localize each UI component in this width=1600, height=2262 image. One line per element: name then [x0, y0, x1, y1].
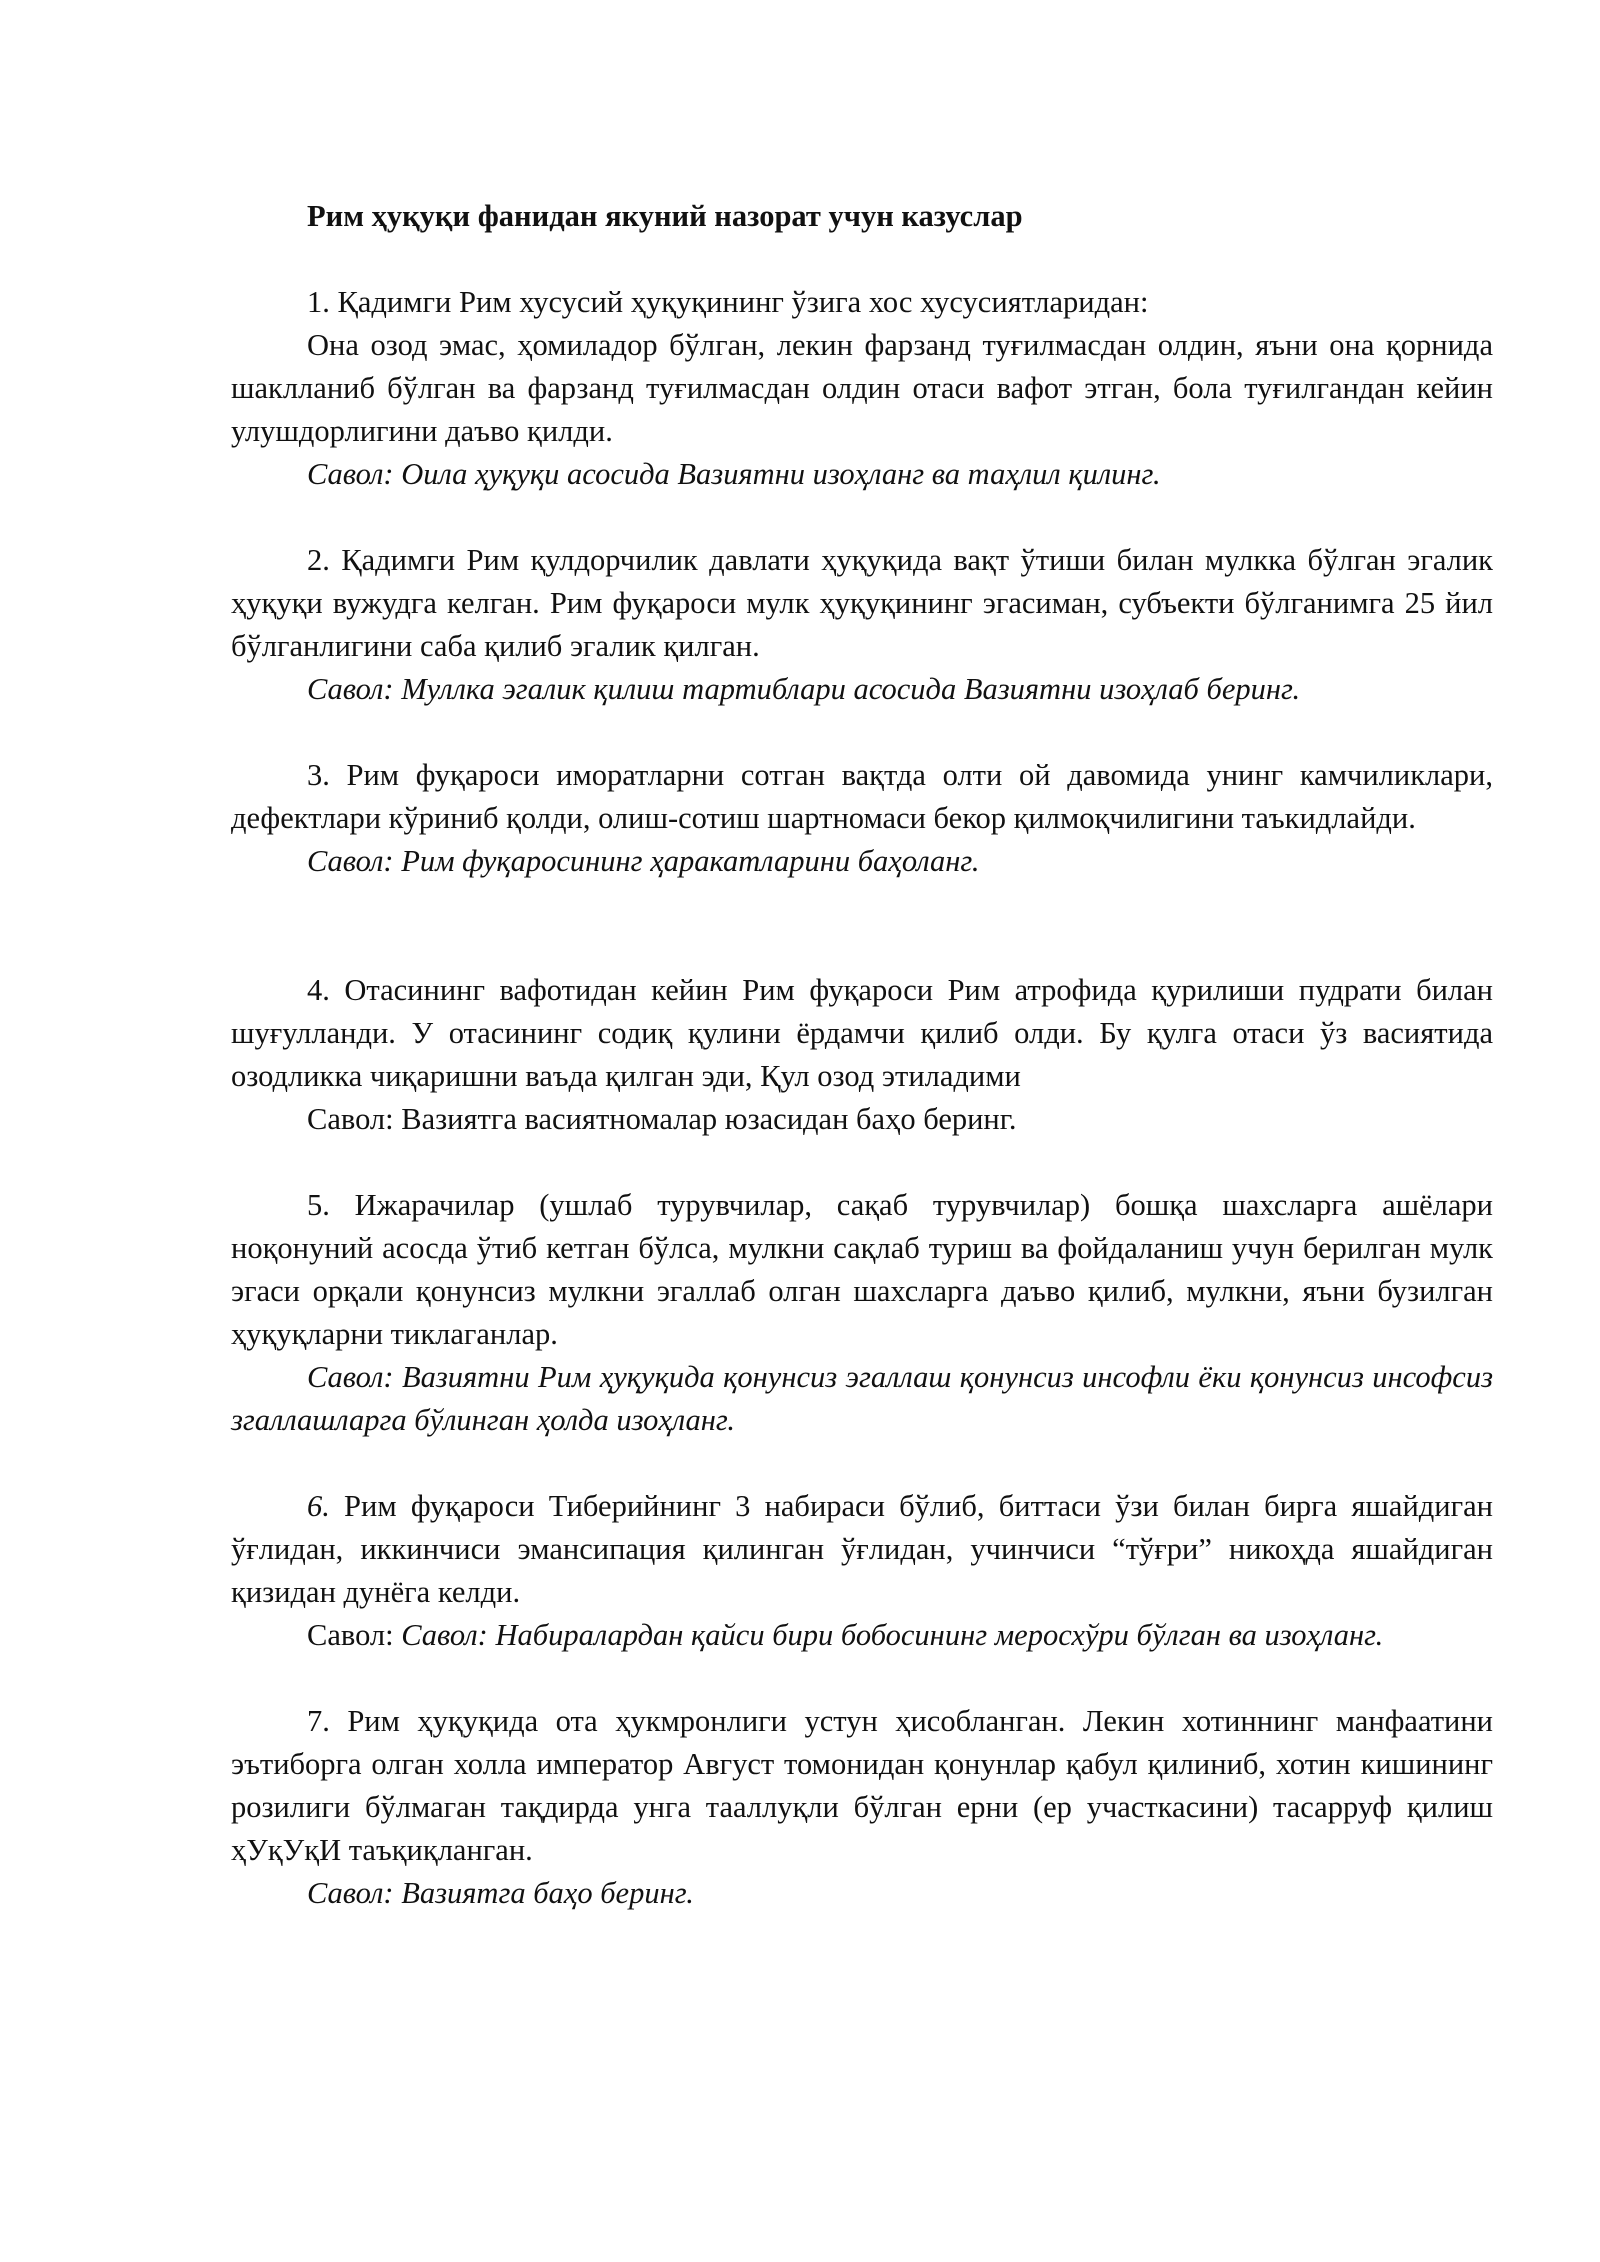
case-6-text — [231, 1485, 1493, 1614]
case-4-question: Савол: Вазиятга васиятномалар юзасидан баҳо беринг. — [307, 1102, 1017, 1136]
case-4 — [231, 969, 1493, 1141]
case-1-question: Савол: Оила ҳуқуқи асосида Вазиятни изоҳланг ва таҳлил қилинг. — [307, 457, 1161, 491]
case-3 — [231, 754, 1493, 883]
case-6-question — [231, 1614, 1493, 1657]
case-2-text: 2. Қадимги Рим қулдорчилик давлати ҳуқуқида вақт ўтиши билан мулкка бўлган эгалик ҳуқуқи вужудга келган. Рим фуқароси мулк ҳуқуқининг эгасиман, субъекти бўлганимга 25 йил бўлганлигини саба қилиб эгалик қилган. — [231, 543, 1493, 663]
spacer — [231, 883, 1493, 969]
spacer — [231, 1442, 1493, 1485]
case-6-question-text: Савол: Набиралардан қайси бири бобосининг меросхўри бўлган ва изоҳланг. — [401, 1618, 1384, 1652]
spacer — [231, 496, 1493, 539]
case-5-text: 5. Ижарачилар (ушлаб турувчилар, сақаб турувчилар) бошқа шахсларга ашёлари ноқонуний асосда ўтиб кетган бўлса, мулкни сақлаб туриш ва фойдаланиш учун берилган мулк эгаси орқали қонунсиз мулкни эгаллаб олган шахсларга даъво қилиб, мулкни, яъни бузилган ҳуқуқларни тиклаганлар. — [231, 1188, 1493, 1351]
case-3-text: 3. Рим фуқароси иморатларни сотган вақтда олти ой давомида унинг камчиликлари, дефектлари кўриниб қолди, олиш-сотиш шартномаси бекор қилмоқчилигини таъкидлайди. — [231, 758, 1493, 835]
case-4-text: 4. Отасининг вафотидан кейин Рим фуқароси Рим атрофида қурилиши пудрати билан шуғулланди. У отасининг содиқ қулини ёрдамчи қилиб олди. Бу қулга отаси ўз васиятида озодликка чиқаришни ваъда қилган эди, Қул озод этиладими — [231, 973, 1493, 1093]
case-5 — [231, 1184, 1493, 1442]
case-1-heading: 1. Қадимги Рим хусусий ҳуқуқининг ўзига хос хусусиятларидан: — [307, 285, 1149, 319]
spacer — [231, 1141, 1493, 1184]
case-1 — [231, 281, 1493, 496]
case-2-question: Савол: Муллка эгалик қилиш тартиблари асосида Вазиятни изоҳлаб беринг. — [307, 672, 1301, 706]
spacer — [231, 711, 1493, 754]
case-7-question: Савол: Вазиятга баҳо беринг. — [307, 1876, 694, 1910]
case-6-number: 6. — [307, 1489, 330, 1523]
case-1-text: Она озод эмас, ҳомиладор бўлган, лекин фарзанд туғилмасдан олдин, яъни она қорнида шаклланиб бўлган ва фарзанд туғилмасдан олдин отаси вафот этган, бола туғилгандан кейин улушдорлигини даъво қилди. — [231, 328, 1493, 448]
case-7 — [231, 1700, 1493, 1915]
spacer — [231, 1657, 1493, 1700]
case-6 — [231, 1485, 1493, 1657]
document-title: Рим ҳуқуқи фанидан якуний назорат учун казуслар — [307, 199, 1023, 233]
case-3-question: Савол: Рим фуқаросининг ҳаракатларини баҳоланг. — [307, 844, 980, 878]
case-2 — [231, 539, 1493, 711]
document-body — [231, 195, 1493, 1915]
case-5-question: Савол: Вазиятни Рим ҳуқуқида қонунсиз эгаллаш қонунсиз инсофли ёки қонунсиз инсофсиз згаллашларга бўлинган ҳолда изоҳланг. — [231, 1360, 1493, 1437]
case-7-text: 7. Рим ҳуқуқида ота ҳукмронлиги устун ҳисобланган. Лекин хотиннинг манфаатини эътиборга олган холла император Август томонидан қонунлар қабул қилиниб, хотин кишининг розилиги бўлмаган тақдирда унга тааллуқли бўлган ерни (ер участкасини) тасарруф қилиш ҳУқУқИ таъқиқланган. — [231, 1704, 1493, 1867]
case-6-question-prefix: Савол: — [307, 1618, 402, 1652]
case-6-body: Рим фуқароси Тиберийнинг 3 набираси бўлиб, биттаси ўзи билан бирга яшайдиган ўғлидан, иккинчиси эмансипация қилинган ўғлидан, учинчиси “тўғри” никоҳда яшайдиган қизидан дунёга келди. — [231, 1489, 1493, 1609]
